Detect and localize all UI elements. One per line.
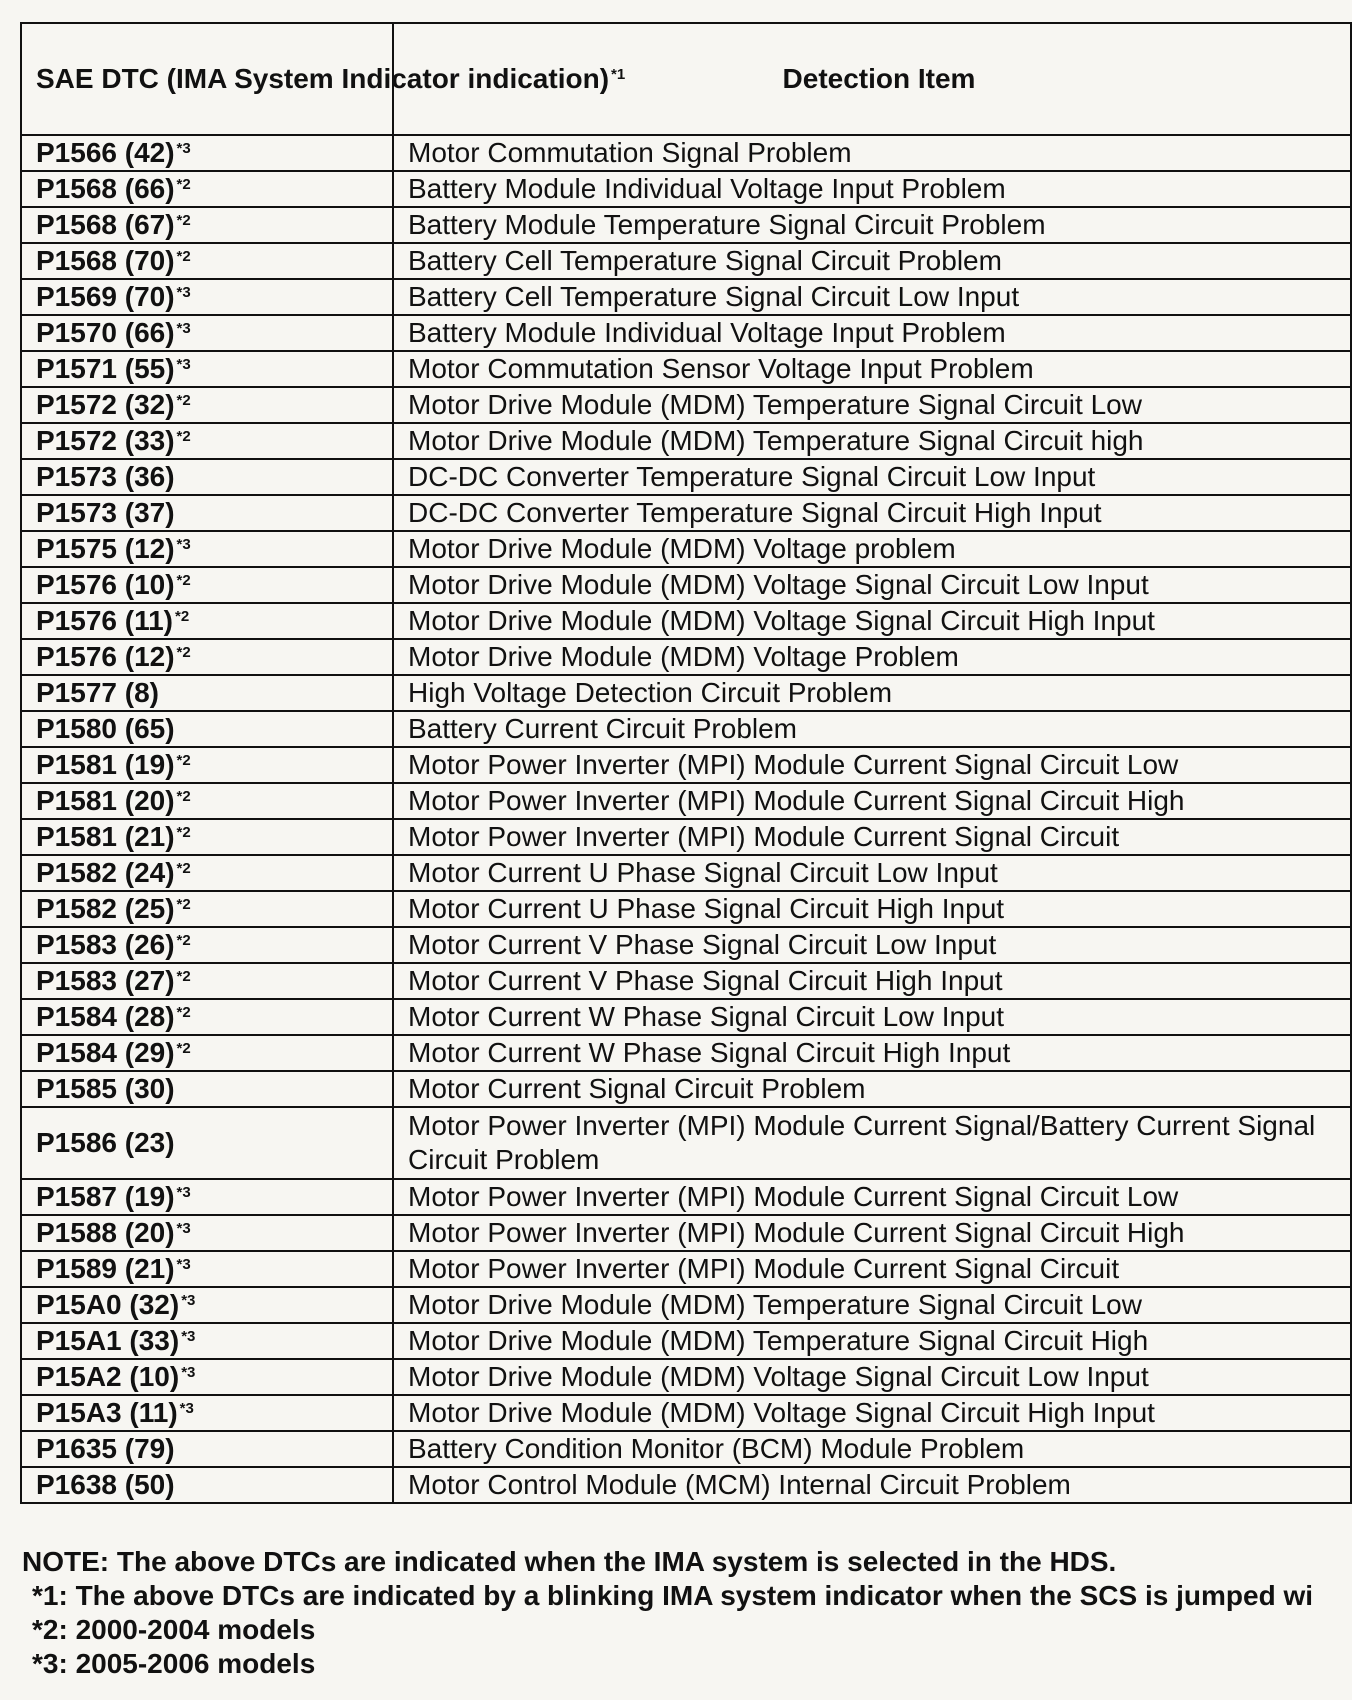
dtc-code: P1576 (11) (36, 605, 173, 636)
table-row (21, 783, 1351, 819)
table-row (21, 207, 1351, 243)
dtc-code-cell (21, 639, 393, 675)
header-sae-dtc-label: SAE DTC (IMA System Indicator indication) (36, 63, 610, 94)
dtc-code-cell (21, 855, 393, 891)
dtc-code: P1586 (23) (36, 1127, 175, 1158)
dtc-footnote-marker: *2 (176, 1004, 191, 1021)
dtc-code-cell (21, 783, 393, 819)
dtc-footnote-marker: *2 (176, 860, 191, 877)
dtc-code-cell (21, 819, 393, 855)
dtc-code: P1569 (70) (36, 281, 175, 312)
dtc-footnote-marker: *3 (176, 1184, 191, 1201)
dtc-code: P1566 (42) (36, 137, 175, 168)
dtc-code: P1572 (32) (36, 389, 175, 420)
dtc-code: P1581 (19) (36, 749, 175, 780)
detection-item-cell: Motor Commutation Sensor Voltage Input Problem (393, 351, 1351, 387)
dtc-code: P1583 (27) (36, 965, 175, 996)
dtc-footnote-marker: *2 (176, 428, 191, 445)
table-row (21, 1179, 1351, 1215)
detection-item-cell: Motor Current Signal Circuit Problem (393, 1071, 1351, 1107)
dtc-code-cell (21, 243, 393, 279)
dtc-code-cell (21, 711, 393, 747)
dtc-code-cell (21, 747, 393, 783)
table-row (21, 495, 1351, 531)
detection-item-cell: Motor Power Inverter (MPI) Module Current Signal Circuit High (393, 1215, 1351, 1251)
detection-item-cell: Motor Drive Module (MDM) Voltage Problem (393, 639, 1351, 675)
detection-item-cell: Motor Power Inverter (MPI) Module Current Signal/Battery Current Signal Circuit Problem (393, 1107, 1351, 1179)
dtc-code: P1584 (28) (36, 1001, 175, 1032)
dtc-code-cell (21, 567, 393, 603)
dtc-code: P1582 (24) (36, 857, 175, 888)
detection-item-cell: Battery Module Individual Voltage Input Problem (393, 171, 1351, 207)
detection-item-cell: Motor Control Module (MCM) Internal Circuit Problem (393, 1467, 1351, 1503)
table-row (21, 675, 1351, 711)
dtc-footnote-marker: *2 (175, 608, 190, 625)
table-row (21, 1071, 1351, 1107)
dtc-footnote-marker: *2 (176, 392, 191, 409)
dtc-code-cell (21, 1179, 393, 1215)
table-row (21, 711, 1351, 747)
table-row (21, 963, 1351, 999)
detection-item-cell: Battery Cell Temperature Signal Circuit Problem (393, 243, 1351, 279)
detection-item-cell: Motor Current U Phase Signal Circuit Low Input (393, 855, 1351, 891)
header-footnote-marker: *1 (611, 66, 626, 83)
dtc-footnote-marker: *3 (176, 356, 191, 373)
dtc-code: P1588 (20) (36, 1217, 175, 1248)
table-row (21, 891, 1351, 927)
detection-item-cell: DC-DC Converter Temperature Signal Circuit Low Input (393, 459, 1351, 495)
dtc-code: P1581 (21) (36, 821, 175, 852)
detection-item-cell: Motor Power Inverter (MPI) Module Current Signal Circuit (393, 819, 1351, 855)
detection-item-cell: DC-DC Converter Temperature Signal Circuit High Input (393, 495, 1351, 531)
detection-item-cell: Motor Drive Module (MDM) Voltage Signal Circuit Low Input (393, 1359, 1351, 1395)
dtc-code: P1577 (8) (36, 677, 159, 708)
dtc-code-cell (21, 387, 393, 423)
footnote-2: *2: 2000-2004 models (32, 1614, 316, 1645)
dtc-footnote-marker: *2 (176, 896, 191, 913)
dtc-code: P1589 (21) (36, 1253, 175, 1284)
dtc-code-cell (21, 1467, 393, 1503)
table-row (21, 1359, 1351, 1395)
detection-item-cell: Motor Current U Phase Signal Circuit High Input (393, 891, 1351, 927)
table-row (21, 315, 1351, 351)
dtc-footnote-marker: *2 (176, 932, 191, 949)
dtc-code-cell (21, 1323, 393, 1359)
dtc-code-cell (21, 1215, 393, 1251)
dtc-code-cell (21, 1071, 393, 1107)
dtc-footnote-marker: *2 (176, 968, 191, 985)
dtc-footnote-marker: *2 (176, 788, 191, 805)
footnote-3: *3: 2005-2006 models (32, 1648, 316, 1679)
table-row (21, 927, 1351, 963)
detection-item-cell: Motor Current V Phase Signal Circuit High Input (393, 963, 1351, 999)
detection-item-cell: Battery Module Individual Voltage Input Problem (393, 315, 1351, 351)
detection-item-cell: Motor Power Inverter (MPI) Module Current Signal Circuit (393, 1251, 1351, 1287)
table-row (21, 603, 1351, 639)
dtc-code: P1568 (70) (36, 245, 175, 276)
dtc-code-cell (21, 1431, 393, 1467)
dtc-code-cell (21, 963, 393, 999)
dtc-footnote-marker: *2 (176, 824, 191, 841)
note-text: NOTE: The above DTCs are indicated when the IMA system is selected in the HDS. (22, 1546, 1117, 1577)
table-row (21, 999, 1351, 1035)
dtc-code-cell (21, 1359, 393, 1395)
detection-item-cell: Motor Drive Module (MDM) Temperature Signal Circuit High (393, 1323, 1351, 1359)
table-row (21, 1215, 1351, 1251)
detection-item-cell: High Voltage Detection Circuit Problem (393, 675, 1351, 711)
table-row (21, 819, 1351, 855)
table-row (21, 531, 1351, 567)
detection-item-cell: Motor Power Inverter (MPI) Module Current Signal Circuit Low (393, 1179, 1351, 1215)
dtc-code-cell (21, 171, 393, 207)
detection-item-cell: Motor Drive Module (MDM) Temperature Signal Circuit high (393, 423, 1351, 459)
dtc-footnote-marker: *2 (176, 176, 191, 193)
detection-item-cell: Motor Drive Module (MDM) Temperature Signal Circuit Low (393, 1287, 1351, 1323)
detection-item-cell: Motor Power Inverter (MPI) Module Current Signal Circuit High (393, 783, 1351, 819)
dtc-footnote-marker: *3 (181, 1328, 196, 1345)
dtc-code-cell (21, 1395, 393, 1431)
header-detection-item: Detection Item (393, 23, 1351, 135)
detection-item-cell: Motor Current W Phase Signal Circuit Low Input (393, 999, 1351, 1035)
table-row (21, 567, 1351, 603)
dtc-code-cell (21, 495, 393, 531)
dtc-code: P1584 (29) (36, 1037, 175, 1068)
dtc-code-cell (21, 207, 393, 243)
dtc-footnote-marker: *2 (176, 1040, 191, 1057)
dtc-code-cell (21, 999, 393, 1035)
table-row (21, 423, 1351, 459)
dtc-code-cell (21, 279, 393, 315)
dtc-code: P1585 (30) (36, 1073, 175, 1104)
table-row (21, 279, 1351, 315)
dtc-footnote-marker: *2 (176, 572, 191, 589)
table-row (21, 351, 1351, 387)
dtc-footnote-marker: *2 (176, 752, 191, 769)
dtc-footnote-marker: *3 (179, 1400, 194, 1417)
table-row (21, 171, 1351, 207)
dtc-code: P1580 (65) (36, 713, 175, 744)
dtc-code: P1587 (19) (36, 1181, 175, 1212)
detection-item-cell: Motor Drive Module (MDM) Temperature Signal Circuit Low (393, 387, 1351, 423)
dtc-code: P1581 (20) (36, 785, 175, 816)
dtc-code: P1582 (25) (36, 893, 175, 924)
detection-item-cell: Motor Drive Module (MDM) Voltage problem (393, 531, 1351, 567)
dtc-code: P1583 (26) (36, 929, 175, 960)
table-row (21, 243, 1351, 279)
dtc-footnote-marker: *3 (176, 1256, 191, 1273)
dtc-table (20, 22, 1352, 1504)
dtc-code: P1571 (55) (36, 353, 175, 384)
dtc-footnote-marker: *3 (176, 140, 191, 157)
detection-item-cell: Battery Cell Temperature Signal Circuit Low Input (393, 279, 1351, 315)
dtc-code: P1572 (33) (36, 425, 175, 456)
dtc-footnote-marker: *3 (181, 1292, 196, 1309)
dtc-code-cell (21, 603, 393, 639)
dtc-code: P1573 (37) (36, 497, 175, 528)
dtc-code-cell (21, 1251, 393, 1287)
dtc-code-cell (21, 1287, 393, 1323)
table-row (21, 747, 1351, 783)
table-row (21, 1395, 1351, 1431)
table-row (21, 1107, 1351, 1179)
detection-item-cell: Battery Module Temperature Signal Circuit Problem (393, 207, 1351, 243)
dtc-code: P1576 (10) (36, 569, 175, 600)
dtc-code: P1570 (66) (36, 317, 175, 348)
footnotes (22, 1545, 1341, 1681)
dtc-footnote-marker: *2 (176, 212, 191, 229)
table-row (21, 639, 1351, 675)
table-row (21, 1287, 1351, 1323)
dtc-code-cell (21, 927, 393, 963)
dtc-code: P1575 (12) (36, 533, 175, 564)
dtc-code: P1638 (50) (36, 1469, 175, 1500)
detection-item-cell: Motor Current V Phase Signal Circuit Low Input (393, 927, 1351, 963)
dtc-table-body (21, 135, 1351, 1503)
dtc-code: P1568 (67) (36, 209, 175, 240)
dtc-code-cell (21, 351, 393, 387)
table-row (21, 135, 1351, 171)
detection-item-cell: Motor Drive Module (MDM) Voltage Signal Circuit High Input (393, 1395, 1351, 1431)
dtc-footnote-marker: *2 (176, 644, 191, 661)
dtc-code: P1568 (66) (36, 173, 175, 204)
table-row (21, 1431, 1351, 1467)
detection-item-cell: Battery Current Circuit Problem (393, 711, 1351, 747)
dtc-code-cell (21, 135, 393, 171)
detection-item-cell: Motor Drive Module (MDM) Voltage Signal Circuit High Input (393, 603, 1351, 639)
table-row (21, 1467, 1351, 1503)
dtc-code-cell (21, 423, 393, 459)
dtc-code: P1573 (36) (36, 461, 175, 492)
dtc-code-cell (21, 1107, 393, 1179)
detection-item-cell: Motor Commutation Signal Problem (393, 135, 1351, 171)
dtc-footnote-marker: *3 (176, 284, 191, 301)
detection-item-cell: Battery Condition Monitor (BCM) Module Problem (393, 1431, 1351, 1467)
header-sae-dtc (21, 23, 626, 135)
table-row (21, 1323, 1351, 1359)
dtc-footnote-marker: *3 (176, 1220, 191, 1237)
dtc-footnote-marker: *2 (176, 248, 191, 265)
dtc-code: P15A0 (32) (36, 1289, 180, 1320)
dtc-footnote-marker: *3 (181, 1364, 196, 1381)
dtc-footnote-marker: *3 (176, 320, 191, 337)
table-row (21, 855, 1351, 891)
dtc-code: P1635 (79) (36, 1433, 175, 1464)
dtc-code-cell (21, 315, 393, 351)
dtc-code-cell (21, 459, 393, 495)
dtc-code-cell (21, 675, 393, 711)
table-row (21, 459, 1351, 495)
dtc-code: P15A2 (10) (36, 1361, 180, 1392)
detection-item-cell: Motor Drive Module (MDM) Voltage Signal Circuit Low Input (393, 567, 1351, 603)
dtc-code-cell (21, 1035, 393, 1071)
dtc-code-cell (21, 891, 393, 927)
dtc-code: P15A3 (11) (36, 1397, 178, 1428)
detection-item-cell: Motor Power Inverter (MPI) Module Current Signal Circuit Low (393, 747, 1351, 783)
dtc-code: P1576 (12) (36, 641, 175, 672)
table-row (21, 1251, 1351, 1287)
detection-item-cell: Motor Current W Phase Signal Circuit High Input (393, 1035, 1351, 1071)
dtc-footnote-marker: *3 (176, 536, 191, 553)
dtc-code: P15A1 (33) (36, 1325, 180, 1356)
table-row (21, 1035, 1351, 1071)
table-header-row (21, 23, 1351, 135)
dtc-code-cell (21, 531, 393, 567)
table-row (21, 387, 1351, 423)
footnote-1: *1: The above DTCs are indicated by a blinking IMA system indicator when the SCS is jumped wi (32, 1580, 1314, 1611)
